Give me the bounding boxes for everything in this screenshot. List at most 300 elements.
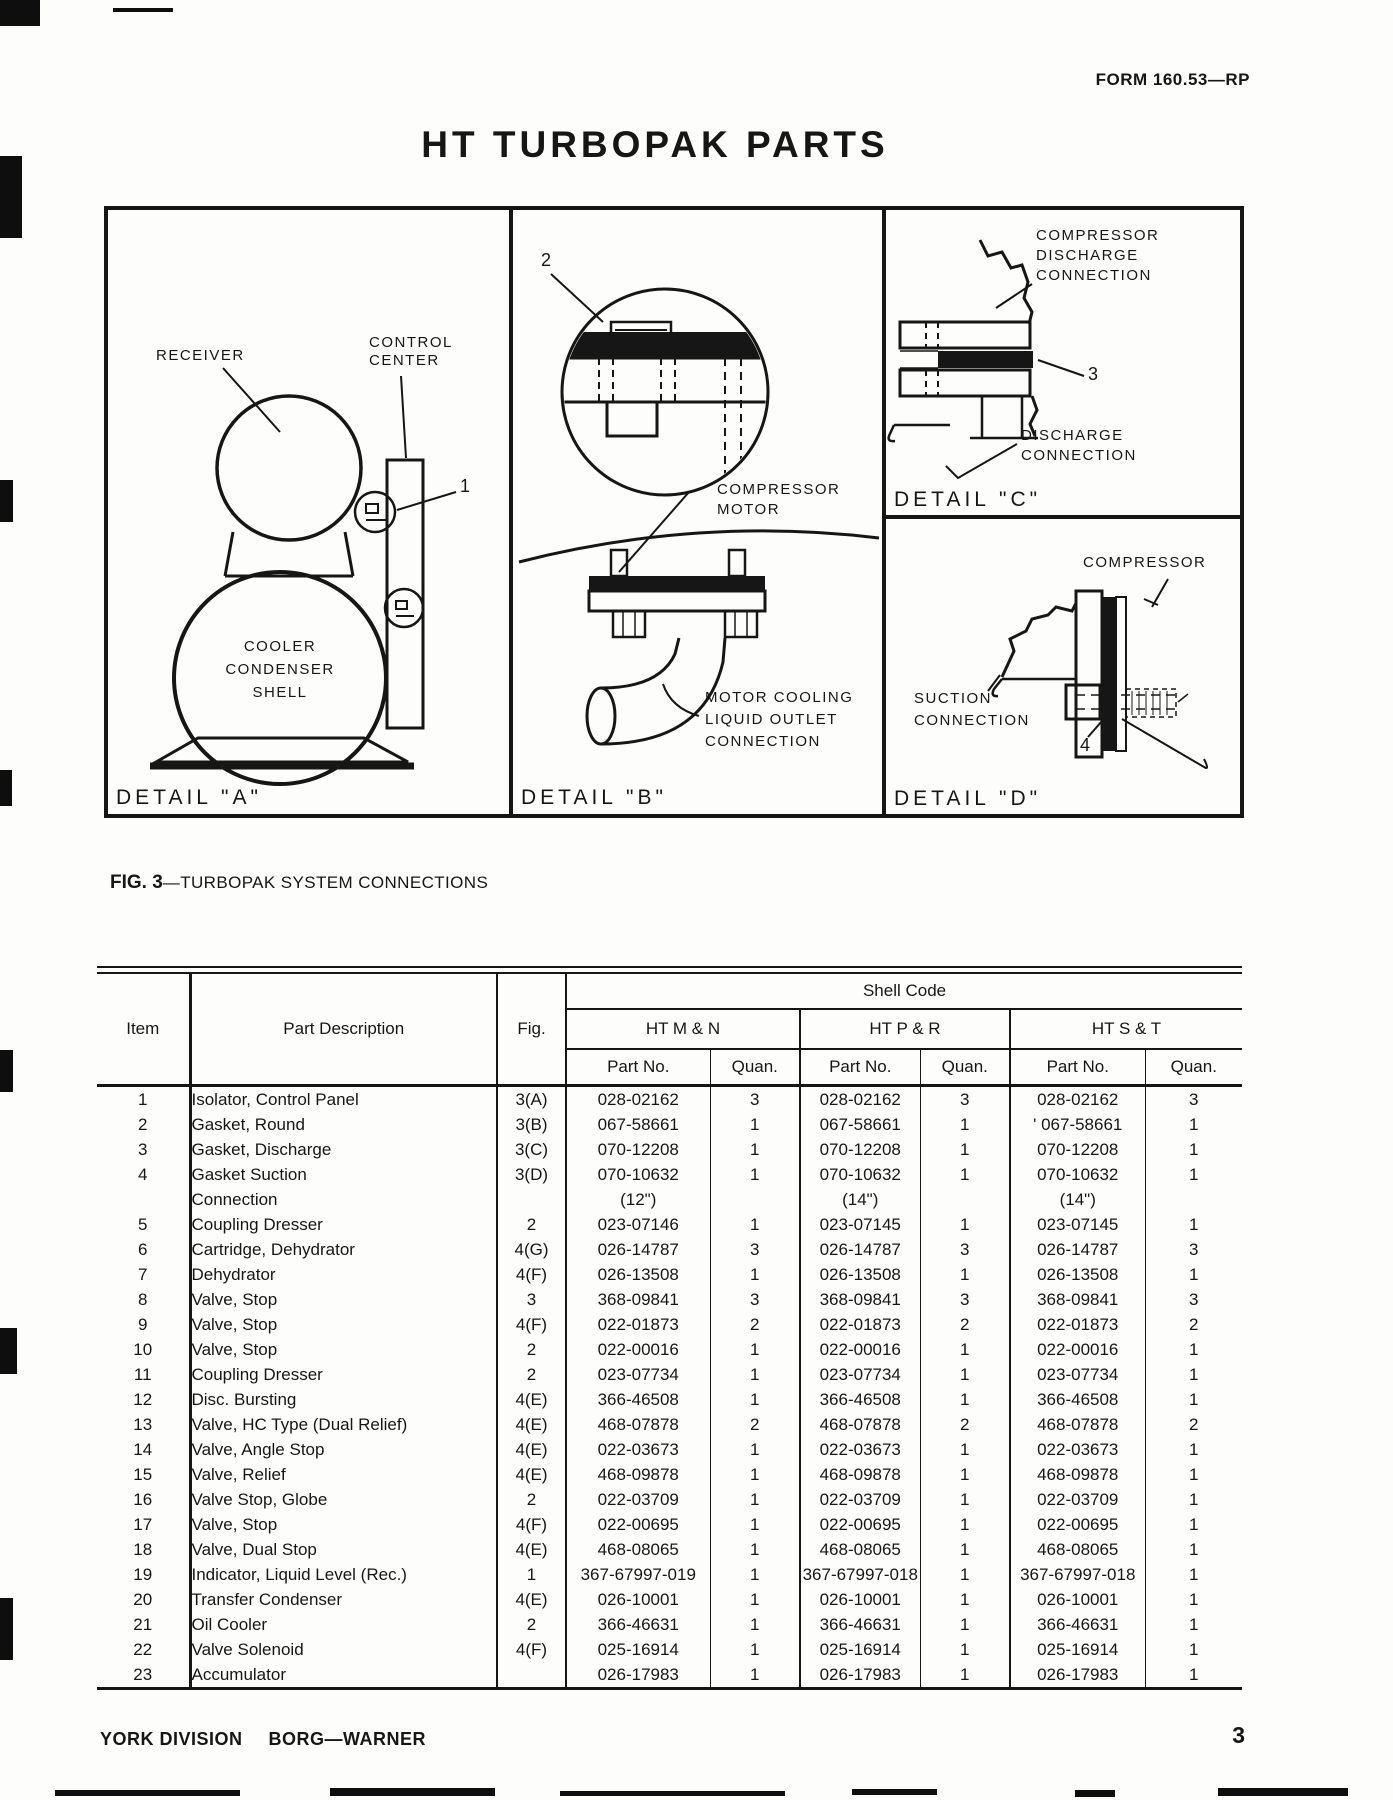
- quan-cell-ht-m-n: 1: [710, 1162, 800, 1212]
- part-no-cell-ht-s-t: 028-02162: [1010, 1086, 1145, 1113]
- quan-cell-ht-m-n: 1: [710, 1637, 800, 1662]
- quan-cell-ht-m-n: 2: [710, 1312, 800, 1337]
- col-header-ht-s-t: HT S & T: [1010, 1009, 1242, 1049]
- quan-cell-ht-p-r: 1: [920, 1262, 1010, 1287]
- suction-connection-label: CONNECTION: [914, 712, 1030, 729]
- description-cell: Valve, Stop: [190, 1287, 497, 1312]
- quan-cell-ht-m-n: 1: [710, 1462, 800, 1487]
- quan-cell-ht-m-n: 1: [710, 1612, 800, 1637]
- part-no-cell-ht-p-r: 468-07878: [800, 1412, 920, 1437]
- table-row: [97, 1362, 1242, 1387]
- part-no-cell-ht-s-t: 070-10632 (14"): [1010, 1162, 1145, 1212]
- part-no-cell-ht-m-n: 366-46508: [566, 1387, 710, 1412]
- scan-artifact: [560, 1791, 785, 1796]
- description-cell: Gasket, Discharge: [190, 1137, 497, 1162]
- quan-cell-ht-s-t: 1: [1189, 1490, 1199, 1509]
- quan-cell-ht-m-n: 1: [710, 1562, 800, 1587]
- part-no-cell-ht-m-n: 070-12208: [566, 1137, 710, 1162]
- part-no-cell-ht-p-r: 026-13508: [800, 1262, 920, 1287]
- scan-artifact: [0, 480, 13, 522]
- scan-artifact: [0, 770, 12, 806]
- fig-cell: 2: [497, 1612, 566, 1637]
- part-no-cell-ht-m-n: 468-09878: [566, 1462, 710, 1487]
- scan-artifact: [0, 0, 40, 26]
- scan-artifact: [852, 1789, 937, 1795]
- col-header-shell-code: Shell Code: [566, 973, 1242, 1009]
- figure-caption-text: —TURBOPAK SYSTEM CONNECTIONS: [162, 873, 489, 892]
- part-no-cell-ht-s-t: 070-12208: [1010, 1137, 1145, 1162]
- item-cell: 12: [97, 1387, 190, 1412]
- part-no-cell-ht-s-t: 022-00695: [1010, 1512, 1145, 1537]
- description-cell: Valve, Dual Stop: [190, 1537, 497, 1562]
- description-cell: Cartridge, Dehydrator: [190, 1237, 497, 1262]
- quan-cell-ht-p-r: 1: [920, 1337, 1010, 1362]
- page-title: HT TURBOPAK PARTS: [421, 124, 889, 165]
- table-row: [97, 1537, 1242, 1562]
- item-cell: 19: [97, 1562, 190, 1587]
- part-no-cell-ht-p-r: 026-17983: [800, 1662, 920, 1689]
- quan-cell-ht-m-n: 1: [710, 1512, 800, 1537]
- item-cell: 6: [97, 1237, 190, 1262]
- quan-cell-ht-p-r: 1: [920, 1512, 1010, 1537]
- col-header-ht-p-r: HT P & R: [800, 1009, 1010, 1049]
- detail-a-label: DETAIL "A": [116, 786, 262, 809]
- fig-cell: 4(E): [497, 1587, 566, 1612]
- item-cell: 15: [97, 1462, 190, 1487]
- col-header-quan: Quan.: [920, 1049, 1010, 1086]
- part-no-cell-ht-p-r: 026-14787: [800, 1237, 920, 1262]
- quan-cell-ht-m-n: 1: [710, 1212, 800, 1237]
- col-header-fig: Fig.: [497, 973, 566, 1086]
- detail-d-label: DETAIL "D": [894, 787, 1042, 810]
- part-no-cell-ht-p-r: 070-10632 (14"): [800, 1162, 920, 1212]
- part-no-cell-ht-s-t: 026-14787: [1010, 1237, 1145, 1262]
- item-cell: 22: [97, 1637, 190, 1662]
- quan-cell-ht-s-t: 1: [1189, 1615, 1199, 1634]
- quan-cell-ht-p-r: 3: [920, 1287, 1010, 1312]
- part-no-cell-ht-s-t: 367-67997-018: [1010, 1562, 1145, 1587]
- part-no-cell-ht-p-r: 366-46631: [800, 1612, 920, 1637]
- fig-cell: 1: [497, 1562, 566, 1587]
- description-cell: Gasket Suction Connection: [190, 1162, 497, 1212]
- receiver-cooler-drawing: [150, 368, 456, 784]
- quan-cell-ht-s-t: 1: [1189, 1165, 1199, 1184]
- fig-cell: 4(G): [497, 1237, 566, 1262]
- part-no-cell-ht-p-r: 022-00695: [800, 1512, 920, 1537]
- col-header-item: Item: [97, 973, 190, 1086]
- quan-cell-ht-s-t: 1: [1189, 1590, 1199, 1609]
- quan-cell-ht-s-t: 1: [1189, 1465, 1199, 1484]
- figure-caption: [110, 872, 488, 894]
- part-no-cell-ht-p-r: 023-07145: [800, 1212, 920, 1237]
- part-no-cell-ht-s-t: 368-09841: [1010, 1287, 1145, 1312]
- item-cell: 13: [97, 1412, 190, 1437]
- quan-cell-ht-s-t: 1: [1189, 1390, 1199, 1409]
- table-row: [97, 1662, 1242, 1689]
- item-cell: 18: [97, 1537, 190, 1562]
- part-no-cell-ht-p-r: 022-03709: [800, 1487, 920, 1512]
- quan-cell-ht-p-r: 1: [920, 1362, 1010, 1387]
- part-no-cell-ht-m-n: 067-58661: [566, 1112, 710, 1137]
- suction-connection-label: SUCTION: [914, 690, 992, 707]
- detail-d-drawing: [886, 519, 1240, 814]
- quan-cell-ht-s-t: 3: [1189, 1090, 1199, 1109]
- part-no-cell-ht-p-r: 022-03673: [800, 1437, 920, 1462]
- quan-cell-ht-p-r: 1: [920, 1487, 1010, 1512]
- col-header-description: Part Description: [190, 973, 497, 1086]
- quan-cell-ht-p-r: 1: [920, 1637, 1010, 1662]
- description-cell: Valve Solenoid: [190, 1637, 497, 1662]
- fig-cell: 4(E): [497, 1462, 566, 1487]
- fig-cell: 2: [497, 1487, 566, 1512]
- item-cell: 16: [97, 1487, 190, 1512]
- fig-cell: 2: [497, 1212, 566, 1237]
- item-cell: 10: [97, 1337, 190, 1362]
- description-cell: Accumulator: [190, 1662, 497, 1689]
- part-no-cell-ht-m-n: 022-00016: [566, 1337, 710, 1362]
- detail-c-label: DETAIL "C": [894, 488, 1042, 511]
- callout-1: 1: [460, 476, 471, 496]
- part-no-cell-ht-s-t: 366-46508: [1010, 1387, 1145, 1412]
- part-no-cell-ht-s-t: ' 067-58661: [1010, 1112, 1145, 1137]
- part-no-cell-ht-s-t: 468-09878: [1010, 1462, 1145, 1487]
- item-cell: 2: [97, 1112, 190, 1137]
- table-row: [97, 1487, 1242, 1512]
- part-no-cell-ht-m-n: 366-46631: [566, 1612, 710, 1637]
- table-body: [97, 1086, 1242, 1689]
- part-no-cell-ht-p-r: 468-09878: [800, 1462, 920, 1487]
- part-no-cell-ht-s-t: 468-08065: [1010, 1537, 1145, 1562]
- part-no-cell-ht-p-r: 022-01873: [800, 1312, 920, 1337]
- footer: [100, 1729, 426, 1750]
- item-cell: 7: [97, 1262, 190, 1287]
- detail-c-drawing: [886, 210, 1240, 515]
- table-row: [97, 1137, 1242, 1162]
- detail-b-label: DETAIL "B": [521, 786, 667, 809]
- footer-division: YORK DIVISION: [100, 1729, 243, 1749]
- part-no-cell-ht-m-n: 022-03709: [566, 1487, 710, 1512]
- part-no-cell-ht-s-t: 366-46631: [1010, 1612, 1145, 1637]
- quan-cell-ht-p-r: 1: [920, 1137, 1010, 1162]
- cooler-shell-label: SHELL: [252, 684, 308, 701]
- motor-cooling-outlet-label: CONNECTION: [705, 733, 821, 750]
- figure-3-turbopak-connections: [104, 206, 1244, 818]
- quan-cell-ht-p-r: 2: [920, 1312, 1010, 1337]
- part-no-cell-ht-s-t: 026-13508: [1010, 1262, 1145, 1287]
- quan-cell-ht-s-t: 1: [1189, 1440, 1199, 1459]
- detail-a-drawing: [108, 210, 509, 814]
- table-row: [97, 1162, 1242, 1212]
- col-header-ht-m-n: HT M & N: [566, 1009, 800, 1049]
- callout-3: 3: [1088, 364, 1099, 384]
- cooler-shell-label: CONDENSER: [225, 661, 335, 678]
- footer-company: BORG—WARNER: [268, 1729, 427, 1749]
- table-row: [97, 1212, 1242, 1237]
- table-row: [97, 1437, 1242, 1462]
- form-number: FORM 160.53—RP: [1095, 70, 1250, 89]
- part-no-cell-ht-p-r: 366-46508: [800, 1387, 920, 1412]
- quan-cell-ht-m-n: 1: [710, 1387, 800, 1412]
- description-cell: Indicator, Liquid Level (Rec.): [190, 1562, 497, 1587]
- part-no-cell-ht-p-r: 367-67997-018: [800, 1562, 920, 1587]
- quan-cell-ht-m-n: 1: [710, 1137, 800, 1162]
- description-cell: Valve, HC Type (Dual Relief): [190, 1412, 497, 1437]
- item-cell: 23: [97, 1662, 190, 1689]
- quan-cell-ht-s-t: 1: [1189, 1565, 1199, 1584]
- quan-cell-ht-p-r: 1: [920, 1462, 1010, 1487]
- quan-cell-ht-p-r: 1: [920, 1387, 1010, 1412]
- part-no-cell-ht-s-t: 022-03709: [1010, 1487, 1145, 1512]
- part-no-cell-ht-m-n: 022-00695: [566, 1512, 710, 1537]
- part-no-cell-ht-s-t: 025-16914: [1010, 1637, 1145, 1662]
- table-row: [97, 1612, 1242, 1637]
- magnifier-inset: [551, 274, 780, 572]
- part-no-cell-ht-m-n: 468-08065: [566, 1537, 710, 1562]
- table-row: [97, 1112, 1242, 1137]
- table-row: [97, 1086, 1242, 1113]
- part-no-cell-ht-m-n: 026-17983: [566, 1662, 710, 1689]
- fig-cell: 4(F): [497, 1312, 566, 1337]
- fig-cell: 3: [497, 1287, 566, 1312]
- item-cell: 21: [97, 1612, 190, 1637]
- item-cell: 20: [97, 1587, 190, 1612]
- scan-artifact: [0, 156, 22, 238]
- table-row: [97, 1262, 1242, 1287]
- scan-artifact: [55, 1790, 240, 1796]
- fig-cell: 3(A): [497, 1086, 566, 1113]
- description-cell: Valve, Stop: [190, 1337, 497, 1362]
- fig-cell: 4(E): [497, 1412, 566, 1437]
- quan-cell-ht-m-n: 3: [710, 1237, 800, 1262]
- part-no-cell-ht-p-r: 028-02162: [800, 1086, 920, 1113]
- table-row: [97, 1562, 1242, 1587]
- part-no-cell-ht-p-r: 023-07734: [800, 1362, 920, 1387]
- quan-cell-ht-m-n: 3: [710, 1287, 800, 1312]
- table-row: [97, 1337, 1242, 1362]
- part-no-cell-ht-s-t: 023-07145: [1010, 1212, 1145, 1237]
- quan-cell-ht-m-n: 1: [710, 1362, 800, 1387]
- part-no-cell-ht-s-t: 022-03673: [1010, 1437, 1145, 1462]
- table-row: [97, 1512, 1242, 1537]
- detail-b-panel: [513, 210, 886, 814]
- table-row: [97, 1387, 1242, 1412]
- part-no-cell-ht-m-n: 023-07146: [566, 1212, 710, 1237]
- quan-cell-ht-s-t: 2: [1189, 1415, 1199, 1434]
- detail-b-drawing: [513, 210, 882, 814]
- part-no-cell-ht-p-r: 067-58661: [800, 1112, 920, 1137]
- quan-cell-ht-p-r: 3: [920, 1237, 1010, 1262]
- quan-cell-ht-p-r: 1: [920, 1212, 1010, 1237]
- fig-cell: 4(E): [497, 1387, 566, 1412]
- control-center-label: CONTROL: [369, 334, 453, 351]
- table-row: [97, 1462, 1242, 1487]
- description-cell: Valve, Stop: [190, 1512, 497, 1537]
- part-no-cell-ht-s-t: 026-17983: [1010, 1662, 1145, 1689]
- scan-artifact: [330, 1788, 495, 1796]
- motor-cooling-outlet-label: LIQUID OUTLET: [705, 711, 838, 728]
- figure-caption-number: FIG. 3: [110, 872, 163, 893]
- part-no-cell-ht-p-r: 025-16914: [800, 1637, 920, 1662]
- part-no-cell-ht-m-n: 022-03673: [566, 1437, 710, 1462]
- item-cell: 1: [97, 1086, 190, 1113]
- part-no-cell-ht-p-r: 026-10001: [800, 1587, 920, 1612]
- item-cell: 9: [97, 1312, 190, 1337]
- fig-cell: 4(F): [497, 1637, 566, 1662]
- fig-cell: [497, 1662, 566, 1689]
- fig-cell: 3(B): [497, 1112, 566, 1137]
- part-no-cell-ht-p-r: 368-09841: [800, 1287, 920, 1312]
- fig-cell: 3(D): [497, 1162, 566, 1212]
- table-row: [97, 1637, 1242, 1662]
- table-row: [97, 1287, 1242, 1312]
- fig-cell: 4(F): [497, 1262, 566, 1287]
- part-no-cell-ht-s-t: 022-01873: [1010, 1312, 1145, 1337]
- table-header: [97, 973, 1242, 1086]
- part-no-cell-ht-m-n: 022-01873: [566, 1312, 710, 1337]
- fig-cell: 2: [497, 1337, 566, 1362]
- part-no-cell-ht-m-n: 367-67997-019: [566, 1562, 710, 1587]
- quan-cell-ht-s-t: 1: [1189, 1115, 1199, 1134]
- detail-c-panel: [886, 210, 1240, 519]
- quan-cell-ht-m-n: 1: [710, 1537, 800, 1562]
- discharge-connection-label: DISCHARGE: [1021, 427, 1124, 444]
- quan-cell-ht-p-r: 1: [920, 1587, 1010, 1612]
- part-no-cell-ht-s-t: 468-07878: [1010, 1412, 1145, 1437]
- part-no-cell-ht-p-r: 022-00016: [800, 1337, 920, 1362]
- quan-cell-ht-s-t: 1: [1189, 1665, 1199, 1684]
- part-no-cell-ht-m-n: 070-10632 (12"): [566, 1162, 710, 1212]
- receiver-label: RECEIVER: [156, 347, 245, 364]
- part-no-cell-ht-m-n: 368-09841: [566, 1287, 710, 1312]
- quan-cell-ht-p-r: 3: [920, 1086, 1010, 1113]
- description-cell: Disc. Bursting: [190, 1387, 497, 1412]
- quan-cell-ht-p-r: 1: [920, 1612, 1010, 1637]
- suction-connection-drawing: [988, 579, 1207, 768]
- quan-cell-ht-s-t: 1: [1189, 1640, 1199, 1659]
- description-cell: Coupling Dresser: [190, 1212, 497, 1237]
- fig-cell: 4(E): [497, 1537, 566, 1562]
- quan-cell-ht-s-t: 3: [1189, 1290, 1199, 1309]
- part-no-cell-ht-m-n: 025-16914: [566, 1637, 710, 1662]
- quan-cell-ht-s-t: 1: [1189, 1515, 1199, 1534]
- col-header-part-no: Part No.: [800, 1049, 920, 1086]
- part-no-cell-ht-m-n: 026-13508: [566, 1262, 710, 1287]
- quan-cell-ht-s-t: 1: [1189, 1540, 1199, 1559]
- description-cell: Transfer Condenser: [190, 1587, 497, 1612]
- detail-d-panel: [886, 519, 1240, 814]
- quan-cell-ht-p-r: 1: [920, 1537, 1010, 1562]
- quan-cell-ht-m-n: 3: [710, 1086, 800, 1113]
- col-header-quan: Quan.: [1145, 1049, 1242, 1086]
- table-row: [97, 1237, 1242, 1262]
- quan-cell-ht-p-r: 1: [920, 1662, 1010, 1689]
- page-number: 3: [1232, 1722, 1245, 1748]
- scan-artifact: [1218, 1788, 1348, 1796]
- compressor-discharge-label: CONNECTION: [1036, 267, 1152, 284]
- item-cell: 8: [97, 1287, 190, 1312]
- scan-artifact: [0, 1598, 13, 1660]
- item-cell: 14: [97, 1437, 190, 1462]
- fig-cell: 4(F): [497, 1512, 566, 1537]
- table-row: [97, 1412, 1242, 1437]
- scan-artifact: [1075, 1790, 1115, 1797]
- part-no-cell-ht-m-n: 026-14787: [566, 1237, 710, 1262]
- quan-cell-ht-m-n: 1: [710, 1337, 800, 1362]
- part-no-cell-ht-m-n: 023-07734: [566, 1362, 710, 1387]
- item-cell: 4: [97, 1162, 190, 1212]
- quan-cell-ht-p-r: 1: [920, 1562, 1010, 1587]
- description-cell: Valve, Angle Stop: [190, 1437, 497, 1462]
- compressor-label: COMPRESSOR: [1083, 554, 1207, 571]
- part-no-cell-ht-p-r: 070-12208: [800, 1137, 920, 1162]
- quan-cell-ht-m-n: 1: [710, 1587, 800, 1612]
- quan-cell-ht-s-t: 1: [1189, 1340, 1199, 1359]
- description-cell: Valve Stop, Globe: [190, 1487, 497, 1512]
- discharge-connection-label: CONNECTION: [1021, 447, 1137, 464]
- quan-cell-ht-s-t: 1: [1189, 1140, 1199, 1159]
- quan-cell-ht-s-t: 1: [1189, 1215, 1199, 1234]
- compressor-discharge-label: DISCHARGE: [1036, 247, 1139, 264]
- quan-cell-ht-m-n: 1: [710, 1487, 800, 1512]
- motor-cooling-outlet-label: MOTOR COOLING: [705, 689, 854, 706]
- callout-2: 2: [541, 250, 552, 270]
- part-no-cell-ht-m-n: 468-07878: [566, 1412, 710, 1437]
- part-no-cell-ht-s-t: 022-00016: [1010, 1337, 1145, 1362]
- description-cell: Coupling Dresser: [190, 1362, 497, 1387]
- item-cell: 11: [97, 1362, 190, 1387]
- callout-4: 4: [1080, 735, 1091, 755]
- quan-cell-ht-p-r: 2: [920, 1412, 1010, 1437]
- quan-cell-ht-p-r: 1: [920, 1437, 1010, 1462]
- description-cell: Isolator, Control Panel: [190, 1086, 497, 1113]
- fig-cell: 4(E): [497, 1437, 566, 1462]
- compressor-motor-label: COMPRESSOR: [717, 481, 841, 498]
- item-cell: 5: [97, 1212, 190, 1237]
- quan-cell-ht-s-t: 3: [1189, 1240, 1199, 1259]
- item-cell: 3: [97, 1137, 190, 1162]
- detail-a-panel: [108, 210, 513, 814]
- parts-table: [97, 972, 1242, 1690]
- part-no-cell-ht-m-n: 026-10001: [566, 1587, 710, 1612]
- fig-cell: 3(C): [497, 1137, 566, 1162]
- control-center-label: CENTER: [369, 352, 440, 369]
- col-header-quan: Quan.: [710, 1049, 800, 1086]
- table-row: [97, 1587, 1242, 1612]
- item-cell: 17: [97, 1512, 190, 1537]
- fig-cell: 2: [497, 1362, 566, 1387]
- col-header-part-no: Part No.: [1010, 1049, 1145, 1086]
- table-row: [97, 1312, 1242, 1337]
- quan-cell-ht-p-r: 1: [920, 1162, 1010, 1212]
- part-no-cell-ht-p-r: 468-08065: [800, 1537, 920, 1562]
- description-cell: Dehydrator: [190, 1262, 497, 1287]
- quan-cell-ht-m-n: 1: [710, 1662, 800, 1689]
- table-top-rule: [97, 966, 1242, 968]
- col-header-part-no: Part No.: [566, 1049, 710, 1086]
- compressor-motor-label: MOTOR: [717, 501, 781, 518]
- description-cell: Gasket, Round: [190, 1112, 497, 1137]
- scan-artifact: [0, 1050, 13, 1092]
- part-no-cell-ht-m-n: 028-02162: [566, 1086, 710, 1113]
- quan-cell-ht-m-n: 1: [710, 1112, 800, 1137]
- part-no-cell-ht-s-t: 023-07734: [1010, 1362, 1145, 1387]
- quan-cell-ht-m-n: 1: [710, 1262, 800, 1287]
- quan-cell-ht-s-t: 2: [1189, 1315, 1199, 1334]
- quan-cell-ht-s-t: 1: [1189, 1365, 1199, 1384]
- quan-cell-ht-m-n: 1: [710, 1437, 800, 1462]
- quan-cell-ht-s-t: 1: [1189, 1265, 1199, 1284]
- scan-artifact: [0, 1328, 17, 1374]
